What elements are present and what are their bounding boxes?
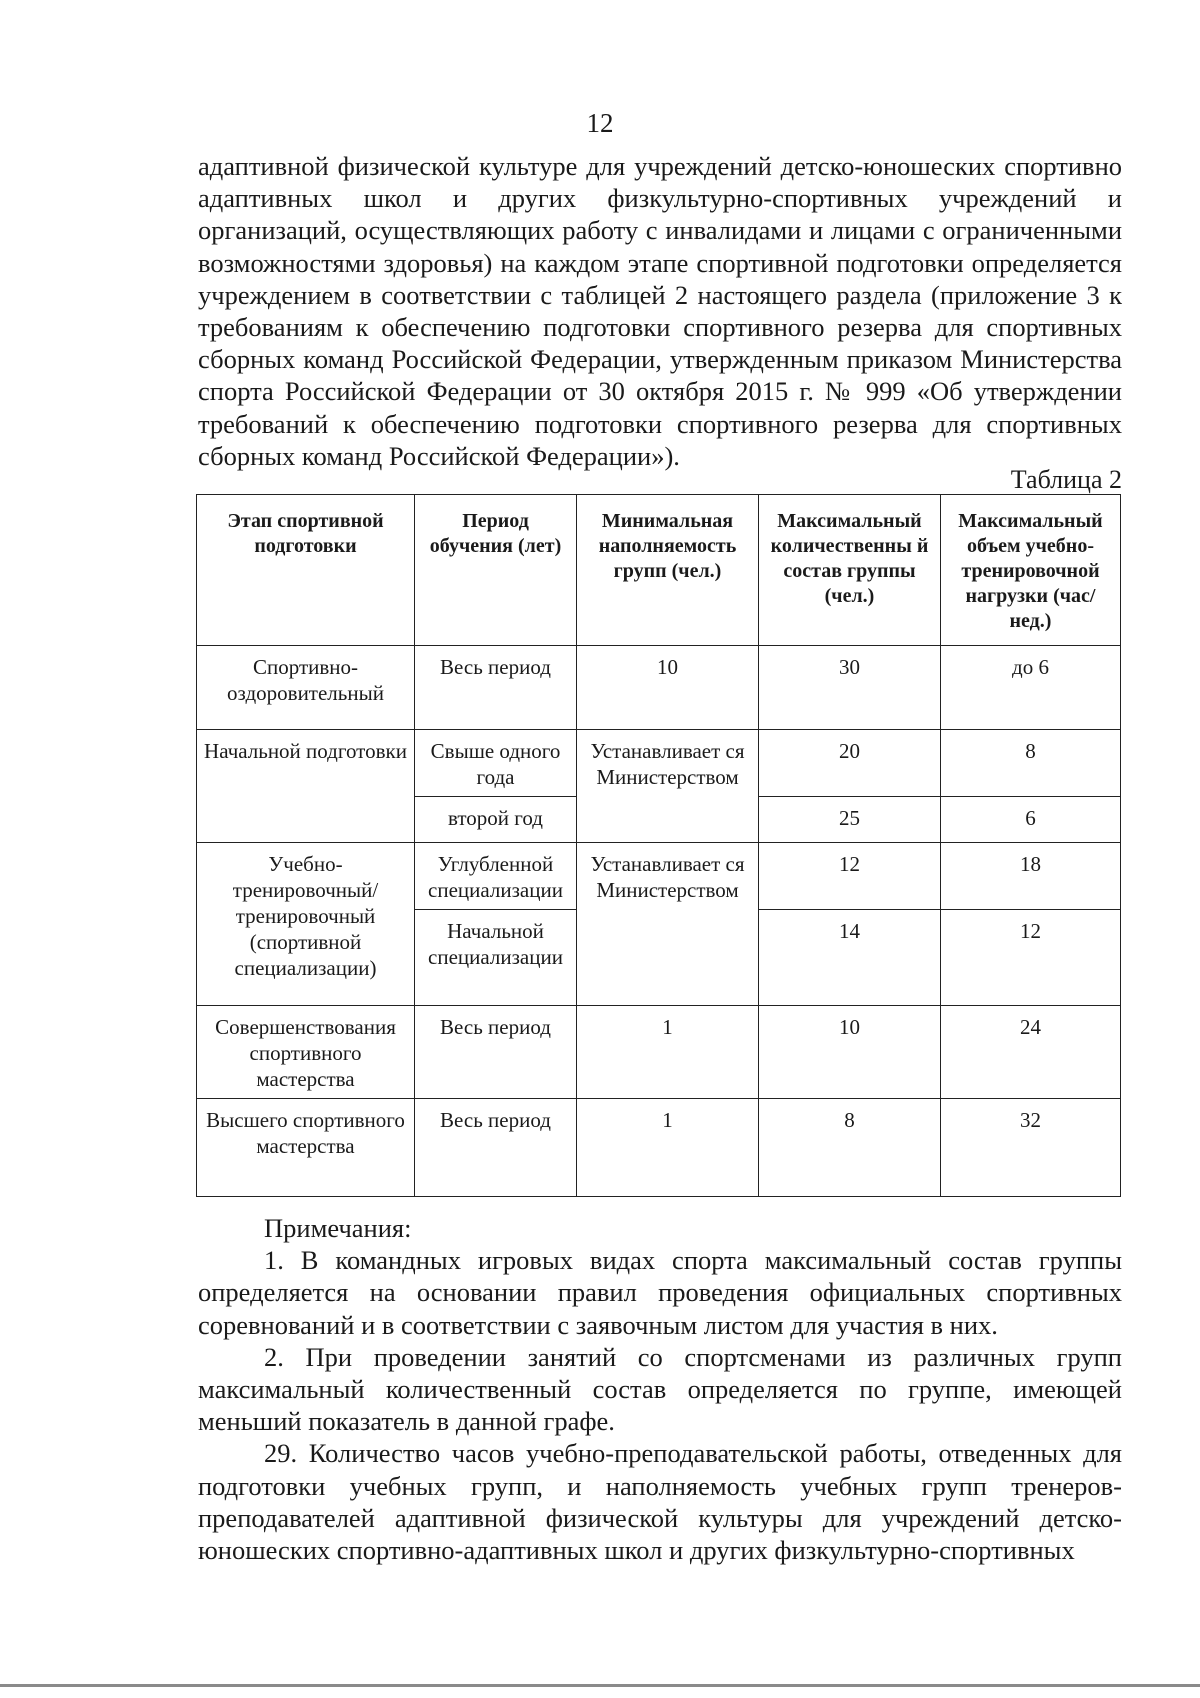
cell-period: Свыше одного года	[415, 730, 577, 797]
cell-max-load: 18	[941, 843, 1121, 910]
cell-period: второй год	[415, 797, 577, 843]
cell-period: Весь период	[415, 646, 577, 730]
cell-max-load: 8	[941, 730, 1121, 797]
cell-max-size: 10	[759, 1006, 941, 1099]
cell-min-size: Устанавливает ся Министерством	[577, 730, 759, 843]
page-number: 12	[586, 108, 614, 138]
cell-max-load: 6	[941, 797, 1121, 843]
cell-max-load: 24	[941, 1006, 1121, 1099]
note-2: 2. При проведении занятий со спортсменами из различных групп максимальный количественный состав определяется по группе, имеющей меньший показатель в данной графе.	[198, 1341, 1122, 1437]
cell-period: Начальной специализации	[415, 910, 577, 1006]
header-period: Период обучения (лет)	[415, 495, 577, 646]
cell-period: Весь период	[415, 1006, 577, 1099]
intro-text: адаптивной физической культуре для учреждений детско-юношеских спортивно адаптивных школ и других физкультурно-спортивных учреждений и организаций, осуществляющих работу с инвалидами и лицами с ограниченными возможностями здоровья) на каждом этапе спортивной подготовки определяется учреждением в соответствии с таблицей 2 настоящего раздела (приложение 3 к требованиям к обеспечению подготовки спортивного резерва для спортивных сборных команд Российской Федерации, утвержденным приказом Министерства спорта Российской Федерации от 30 октября 2015 г. № 999 «Об утверждении требований к обеспечению подготовки спортивного резерва для спортивных сборных команд Российской Федерации»).	[198, 151, 1122, 471]
cell-stage: Учебно-тренировочный/ тренировочный (спортивной специализации)	[197, 843, 415, 1006]
sports-training-table	[196, 494, 1121, 1197]
cell-min-size: 1	[577, 1099, 759, 1197]
header-stage: Этап спортивной подготовки	[197, 495, 415, 646]
table-caption: Таблица 2	[1010, 465, 1122, 494]
header-min-size: Минимальная наполняемость групп (чел.)	[577, 495, 759, 646]
paragraph-29: 29. Количество часов учебно-преподавательской работы, отведенных для подготовки учебных групп, и наполняемость учебных групп тренеров-преподавателей адаптивной физической культуры для учреждений детско-юношеских спортивно-адаптивных школ и других физкультурно-спортивных	[198, 1438, 1122, 1566]
cell-stage: Спортивно-оздоровительный	[197, 646, 415, 730]
scan-bottom-edge	[0, 1684, 1200, 1687]
header-max-size: Максимальный количественны й состав группы (чел.)	[759, 495, 941, 646]
cell-period: Весь период	[415, 1099, 577, 1197]
cell-max-load: 12	[941, 910, 1121, 1006]
table-row	[197, 1006, 1121, 1099]
cell-max-size: 14	[759, 910, 941, 1006]
table-header-row	[197, 495, 1121, 646]
notes-section	[198, 1212, 1122, 1566]
cell-max-size: 12	[759, 843, 941, 910]
table-row	[197, 646, 1121, 730]
cell-max-load: 32	[941, 1099, 1121, 1197]
cell-stage: Совершенствования спортивного мастерства	[197, 1006, 415, 1099]
table-row	[197, 730, 1121, 797]
cell-max-size: 30	[759, 646, 941, 730]
cell-stage: Высшего спортивного мастерства	[197, 1099, 415, 1197]
cell-max-size: 8	[759, 1099, 941, 1197]
notes-title: Примечания:	[264, 1213, 412, 1243]
intro-paragraph	[198, 150, 1122, 472]
cell-max-load: до 6	[941, 646, 1121, 730]
cell-min-size: Устанавливает ся Министерством	[577, 843, 759, 1006]
table-row	[197, 1099, 1121, 1197]
cell-max-size: 20	[759, 730, 941, 797]
cell-max-size: 25	[759, 797, 941, 843]
header-max-load: Максимальный объем учебно-тренировочной нагрузки (час/нед.)	[941, 495, 1121, 646]
table-row	[197, 843, 1121, 910]
cell-min-size: 10	[577, 646, 759, 730]
cell-period: Углубленной специализации	[415, 843, 577, 910]
note-1: 1. В командных игровых видах спорта максимальный состав группы определяется на основании правил проведения официальных спортивных соревнований и в соответствии с заявочным листом для участия в них.	[198, 1245, 1122, 1340]
cell-min-size: 1	[577, 1006, 759, 1099]
cell-stage: Начальной подготовки	[197, 730, 415, 843]
